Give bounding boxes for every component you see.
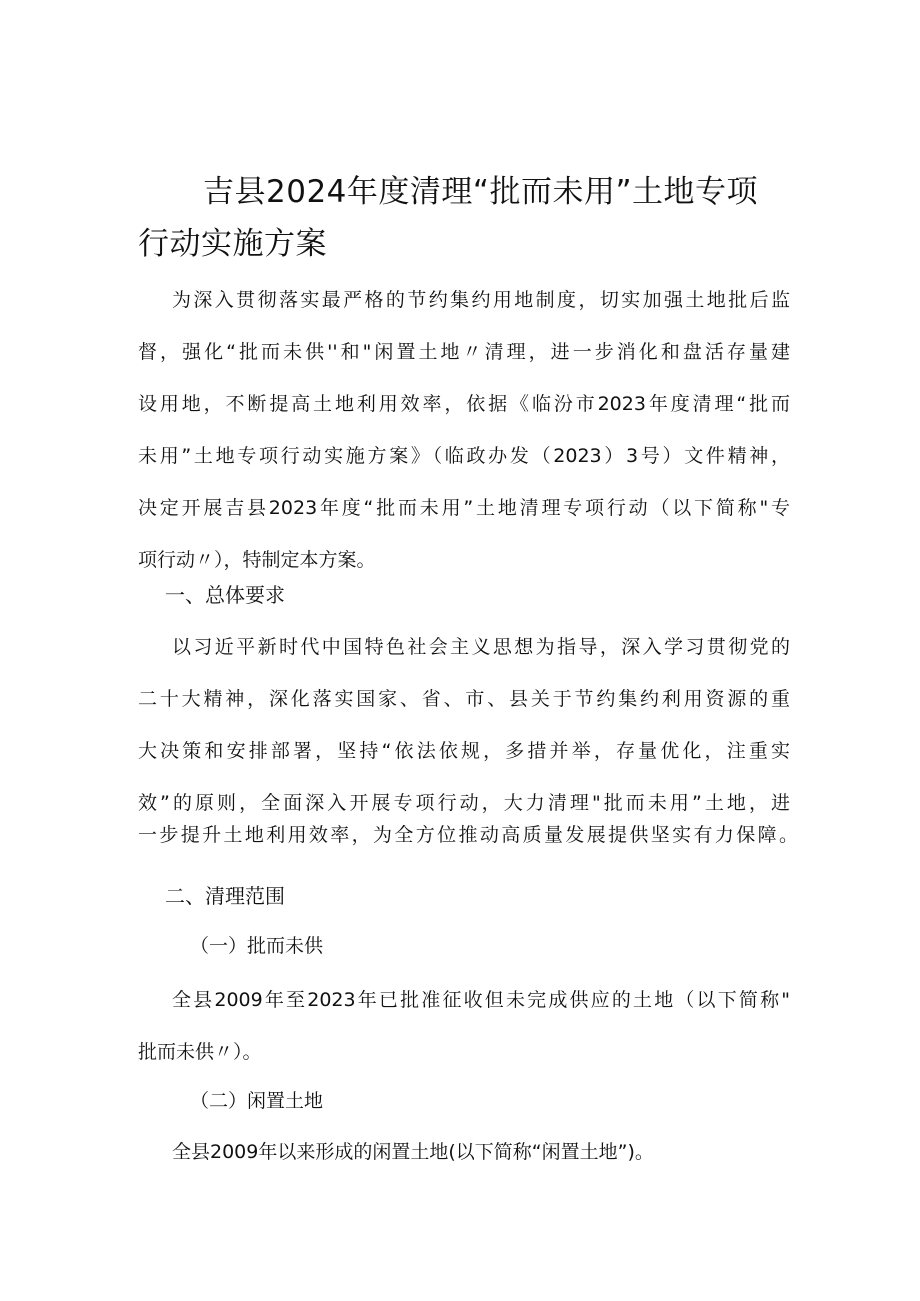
subsection1-paragraph-line: 全县2009年至2023年已批准征收但未完成供应的土地（以下简称" bbox=[172, 989, 790, 1011]
intro-paragraph-line: 决定开展吉县2023年度“批而未用”土地清理专项行动（以下简称"专 bbox=[138, 497, 790, 519]
intro-paragraph-line: 督，强化“批而未供''和"闲置土地〃清理，进一步消化和盘活存量建 bbox=[138, 341, 790, 363]
section-heading-cleanup-scope: 二、清理范围 bbox=[165, 884, 285, 908]
subsection-heading-idle-land: （二）闲置土地 bbox=[190, 1090, 324, 1112]
section1-paragraph-line: 效”的原则，全面深入开展专项行动，大力清理"批而未用”土地，进 bbox=[138, 792, 790, 814]
intro-paragraph-line: 设用地，不断提高土地利用效率，依据《临汾市2023年度清理“批而 bbox=[138, 393, 790, 415]
section-heading-overall-requirements: 一、总体要求 bbox=[165, 583, 285, 607]
intro-paragraph-line: 为深入贯彻落实最严格的节约集约用地制度，切实加强土地批后监 bbox=[172, 289, 790, 311]
document-title-line-2: 行动实施方案 bbox=[138, 226, 327, 262]
section1-paragraph-line: 二十大精神，深化落实国家、省、市、县关于节约集约利用资源的重 bbox=[138, 688, 790, 710]
intro-paragraph-line: 项行动〃），特制定本方案。 bbox=[138, 549, 376, 571]
section1-paragraph-line: 以习近平新时代中国特色社会主义思想为指导，深入学习贯彻党的 bbox=[172, 636, 790, 658]
document-title-line-1: 吉县2024年度清理“批而未用”土地专项 bbox=[203, 174, 759, 210]
section1-paragraph-line: 一步提升土地利用效率，为全方位推动高质量发展提供坚实有力保障。 bbox=[138, 824, 798, 846]
subsection1-paragraph-line: 批而未供〃）。 bbox=[138, 1041, 262, 1063]
subsection2-paragraph-line: 全县2009年以来形成的闲置土地(以下简称“闲置土地”)。 bbox=[172, 1141, 654, 1163]
subsection-heading-approved-not-supplied: （一）批而未供 bbox=[190, 935, 324, 957]
section1-paragraph-line: 大决策和安排部署，坚持“依法依规，多措并举，存量优化，注重实 bbox=[138, 740, 790, 762]
intro-paragraph-line: 未用”土地专项行动实施方案》（临政办发（2023）3号）文件精神， bbox=[138, 445, 790, 467]
